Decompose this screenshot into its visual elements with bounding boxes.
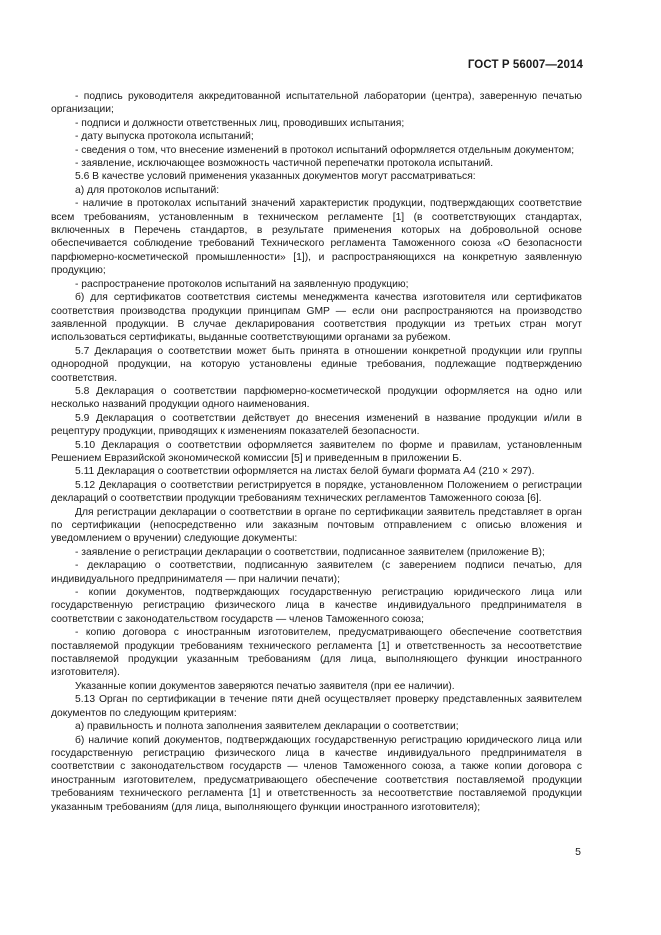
body-text [51, 90, 582, 814]
paragraph: - заявление о регистрации декларации о соответствии, подписанное заявителем (приложение В); [75, 546, 545, 558]
paragraph: - дату выпуска протокола испытаний; [75, 131, 254, 143]
paragraph: Указанные копии документов заверяются печатью заявителя (при ее наличии). [75, 680, 455, 692]
paragraph: - распространение протоколов испытаний на заявленную продукцию; [75, 278, 409, 290]
paragraph: 5.10 Декларация о соответствии оформляется заявителем по форме и правилам, установленным Решением Евразийской экономической комиссии [5] и приведенным в приложении Б. [51, 439, 582, 464]
paragraph: б) для сертификатов соответствия системы менеджмента качества изготовителя или сертификатов соответствия производства продукции принципам GMP — если они распространяются на производство заявленной продукции. В случае декларирования соответствия продукции из третьих стран могут использоваться сертификаты, выданные соответствующими органами за рубежом. [51, 292, 582, 344]
paragraph: 5.8 Декларация о соответствии парфюмерно-косметической продукции оформляется на одно или несколько названий продукции одного наименования. [51, 385, 582, 411]
page-number: 5 [575, 846, 581, 858]
paragraph: - сведения о том, что внесение изменений в протокол испытаний оформляется отдельным документом; [75, 144, 575, 156]
paragraph: 5.7 Декларация о соответствии может быть принята в отношении конкретной продукции или группы однородной продукции, на которую установлены единые требования, подлежащие подтверждению соответствия. [51, 345, 582, 384]
paragraph: 5.12 Декларация о соответствии регистрируется в порядке, установленном Положением о регистрации деклараций о соответствии продукции требованиям технических регламентов Таможенного союза [6]. [51, 479, 582, 505]
paragraph: 5.13 Орган по сертификации в течение пяти дней осуществляет проверку представленных заявителем документов по следующим критериям: [51, 694, 582, 719]
paragraph: б) наличие копий документов, подтверждающих государственную регистрацию юридического лица или государственную регистрацию физического лица в качестве индивидуального предпринимателя в соответствии с законодательством государств — членов Таможенного союза, а также копии договора с иностранным изготовителем, предусматривающего обеспечение соответствия поставляемой продукции требованиям технического регламента [1] и ответственность за несоответствие поставляемой продукции указанным требованиям (для лица, выполняющего функции иностранного изготовителя); [51, 734, 582, 813]
paragraph: - копию договора с иностранным изготовителем, предусматривающего обеспечение соответствия поставляемой продукции требованиям технического регламента [1] и ответственность за несоответствие поставляемой продукции указанным требованиям (для лица, выполняющего функции иностранного изготовителя). [51, 627, 582, 679]
paragraph: - декларацию о соответствии, подписанную заявителем (с заверением подписи печатью, для индивидуального предпринимателя — при наличии печати); [51, 560, 582, 585]
paragraph: а) правильность и полнота заполнения заявителем декларации о соответствии; [75, 721, 459, 733]
paragraph: а) для протоколов испытаний: [75, 184, 220, 196]
paragraph: - копии документов, подтверждающих государственную регистрацию юридического лица или государственную регистрацию физического лица в качестве индивидуального предпринимателя в соответствии с законодательством государств — членов Таможенного союза; [51, 587, 582, 625]
paragraph: 5.6 В качестве условий применения указанных документов могут рассматриваться: [75, 171, 476, 183]
paragraph: - заявление, исключающее возможность частичной перепечатки протокола испытаний. [75, 158, 494, 170]
paragraph: 5.11 Декларация о соответствии оформляется на листах белой бумаги формата А4 (210 × 297). [75, 466, 535, 478]
paragraph: Для регистрации декларации о соответствии в органе по сертификации заявитель представляет в орган по сертификации (непосредственно или заказным почтовым отправлением с описью вложения и уведомлением о вручении) следующие документы: [51, 506, 582, 545]
paragraph: - наличие в протоколах испытаний значений характеристик продукции, подтверждающих соответствие всем требованиям, установленным в техническом регламенте [1] (в соответствующих стандартах, включенных в Перечень стандартов, в результате применения которых на добровольной основе обеспечивается соблюдение требований Технического регламента Таможенного союза «О безопасности парфюмерно-косметической промышленности» [1]), и распространяющихся на конкретную заявленную продукцию; [51, 198, 582, 277]
standard-designation: ГОСТ Р 56007—2014 [467, 59, 583, 71]
paragraph: - подписи и должности ответственных лиц, проводивших испытания; [75, 117, 405, 129]
paragraph: - подпись руководителя аккредитованной испытательной лаборатории (центра), заверенную печатью организации; [51, 91, 582, 116]
paragraph: 5.9 Декларация о соответствии действует до внесения изменений в название продукции и/или в рецептуру продукции, приводящих к изменениям показателей безопасности. [51, 412, 582, 438]
